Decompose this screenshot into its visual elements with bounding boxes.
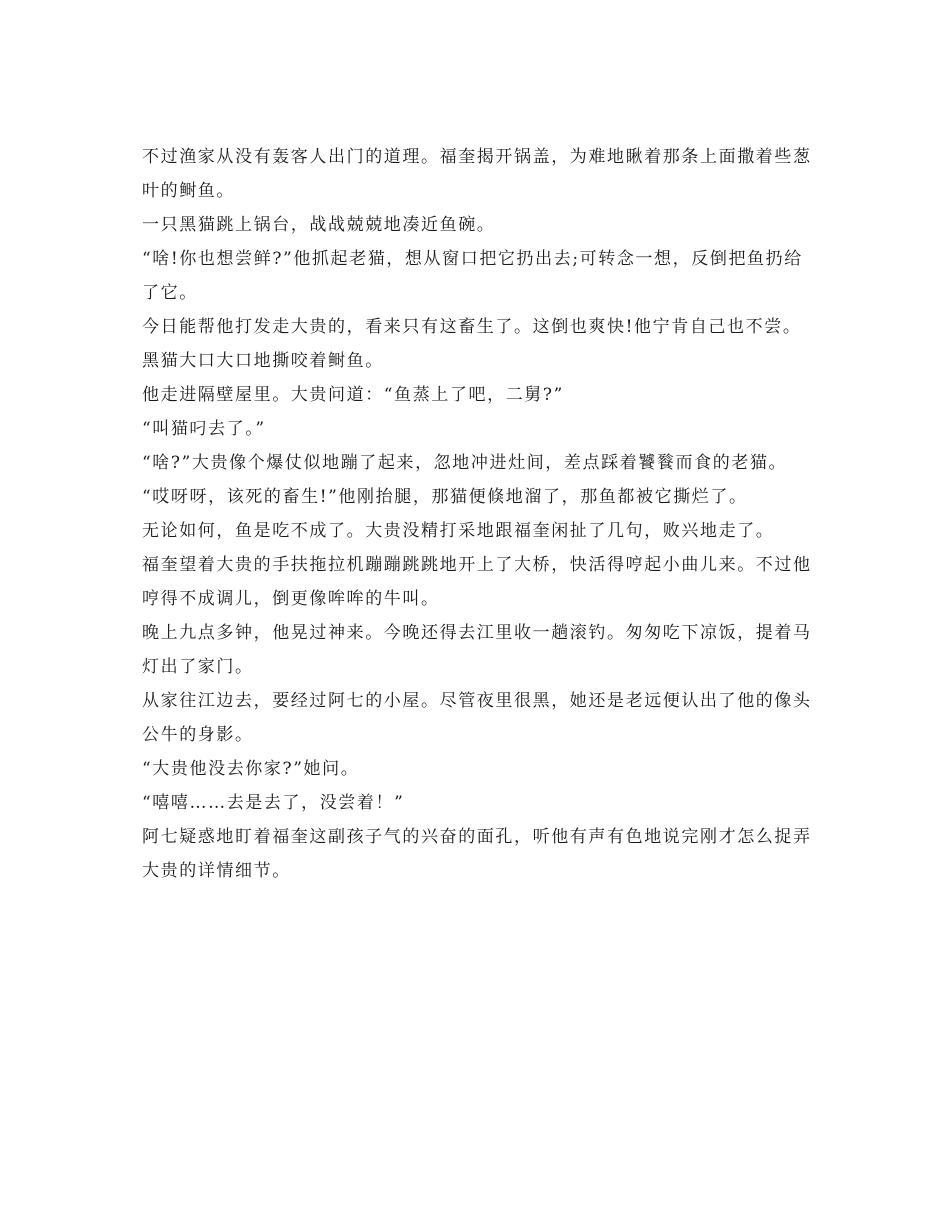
paragraph: 他走进隔壁屋里。大贵问道：“鱼蒸上了吧，二舅?”	[142, 385, 564, 405]
paragraph: “叫猫叼去了。”	[142, 419, 266, 439]
paragraph: 无论如何，鱼是吃不成了。大贵没精打采地跟福奎闲扯了几句，败兴地走了。	[142, 521, 775, 541]
paragraph: 阿七疑惑地盯着福奎这副孩子气的兴奋的面孔，听他有声有色地说完刚才怎么捉弄大贵的详情细节。	[142, 827, 812, 881]
paragraph: “大贵他没去你家?”她问。	[142, 759, 360, 779]
paragraph: “哎呀呀，该死的畜生!”他刚抬腿，那猫便倏地溜了，那鱼都被它撕烂了。	[142, 487, 748, 507]
paragraph: “啥?”大贵像个爆仗似地蹦了起来，忽地冲进灶间，差点踩着饕餮而食的老猫。	[142, 453, 788, 473]
paragraph: 福奎望着大贵的手扶拖拉机蹦蹦跳跳地开上了大桥，快活得哼起小曲儿来。不过他哼得不成调儿，倒更像哞哞的牛叫。	[142, 555, 812, 609]
paragraph: 从家往江边去，要经过阿七的小屋。尽管夜里很黑，她还是老远便认出了他的像头公牛的身影。	[142, 691, 812, 745]
paragraph: 黑猫大口大口地撕咬着鲥鱼。	[142, 351, 384, 371]
document-body	[142, 140, 814, 888]
paragraph: 今日能帮他打发走大贵的，看来只有这畜生了。这倒也爽快!他宁肯自己也不尝。	[142, 317, 802, 337]
paragraph: “啥!你也想尝鲜?”他抓起老猫，想从窗口把它扔出去;可转念一想，反倒把鱼扔给了它。	[142, 249, 803, 303]
paragraph: “嘻嘻……去是去了，没尝着！”	[142, 793, 405, 813]
paragraph: 一只黑猫跳上锅台，战战兢兢地凑近鱼碗。	[142, 215, 496, 235]
paragraph: 晚上九点多钟，他晃过神来。今晚还得去江里收一趟滚钓。匆匆吃下凉饭，提着马灯出了家门。	[142, 623, 812, 677]
paragraph: 不过渔家从没有轰客人出门的道理。福奎揭开锅盖，为难地瞅着那条上面撒着些葱叶的鲥鱼。	[142, 147, 812, 201]
